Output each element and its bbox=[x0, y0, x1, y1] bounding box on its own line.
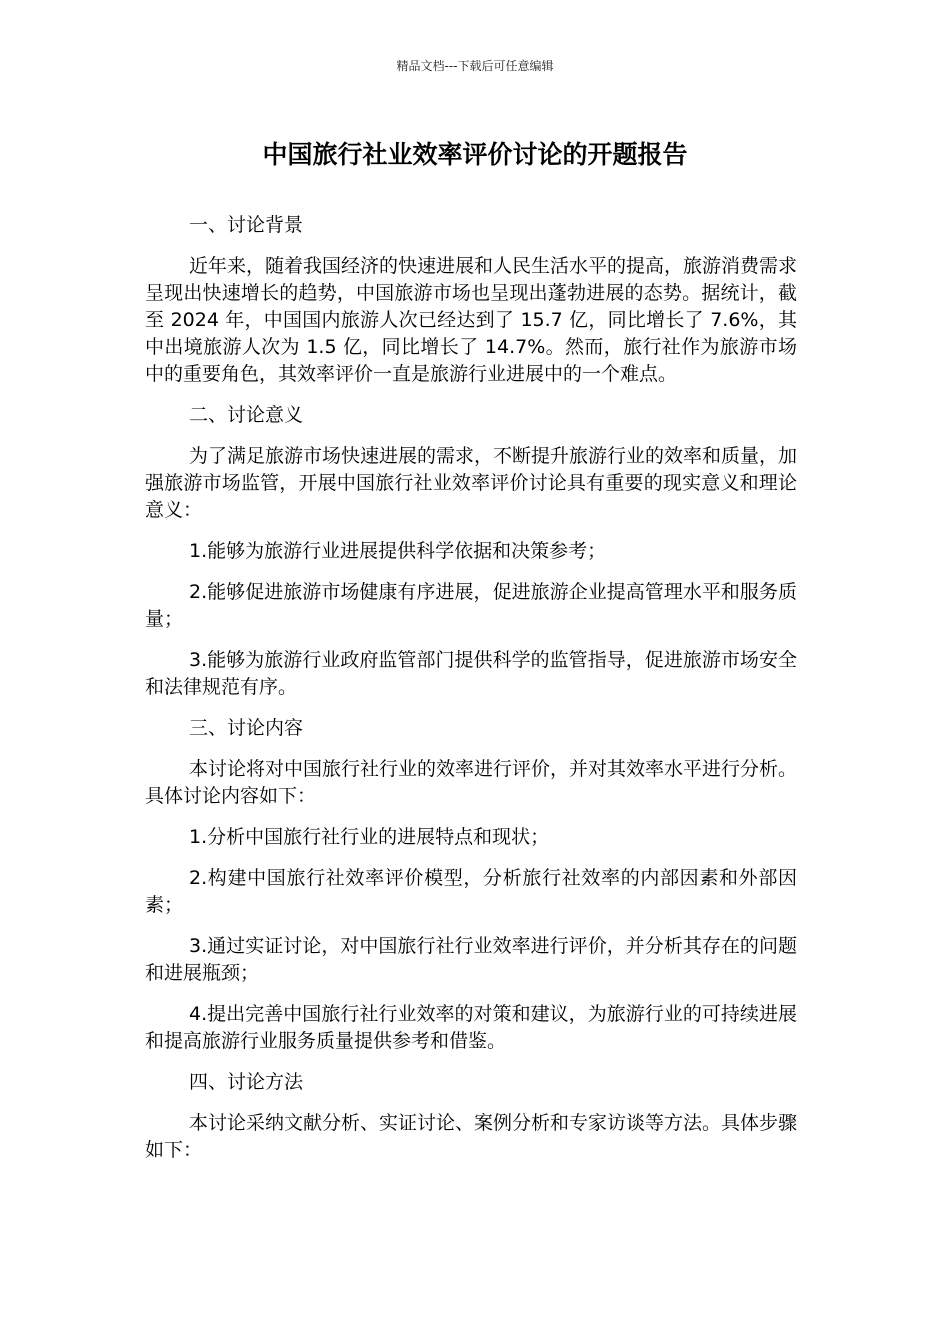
header-note: 精品文档---下载后可任意编辑 bbox=[396, 59, 554, 73]
document-title: 中国旅行社业效率评价讨论的开题报告 bbox=[262, 140, 688, 169]
document-body bbox=[145, 212, 797, 1178]
section-heading-significance: 二、讨论意义 bbox=[189, 404, 304, 426]
list-item-significance-3: 3.能够为旅游行业政府监管部门提供科学的监管指导，促进旅游市场安全和法律规范有序。 bbox=[145, 649, 797, 698]
list-item-content-4: 4.提出完善中国旅行社行业效率的对策和建议，为旅游行业的可持续进展和提高旅游行业服务质量提供参考和借鉴。 bbox=[145, 1003, 797, 1052]
paragraph-content: 本讨论将对中国旅行社行业的效率进行评价，并对其效率水平进行分析。具体讨论内容如下： bbox=[145, 758, 798, 807]
paragraph-significance: 为了满足旅游市场快速进展的需求，不断提升旅游行业的效率和质量，加强旅游市场监管，开展中国旅行社业效率评价讨论具有重要的现实意义和理论意义： bbox=[145, 445, 798, 521]
paragraph-methods: 本讨论采纳文献分析、实证讨论、案例分析和专家访谈等方法。具体步骤如下： bbox=[145, 1112, 798, 1161]
list-item-content-3: 3.通过实证讨论，对中国旅行社行业效率进行评价，并分析其存在的问题和进展瓶颈； bbox=[145, 935, 797, 984]
list-item-significance-1: 1.能够为旅游行业进展提供科学依据和决策参考； bbox=[189, 540, 607, 562]
list-item-content-2: 2.构建中国旅行社效率评价模型，分析旅行社效率的内部因素和外部因素； bbox=[145, 867, 797, 916]
section-heading-methods: 四、讨论方法 bbox=[189, 1071, 304, 1093]
section-heading-background: 一、讨论背景 bbox=[189, 214, 304, 236]
paragraph-background: 近年来，随着我国经济的快速进展和人民生活水平的提高，旅游消费需求呈现出快速增长的趋势，中国旅游市场也呈现出蓬勃进展的态势。据统计，截至 2024 年，中国国内旅游人次已经达到了 15.7 亿，同比增长了 7.6%，其中出境旅游人次为 1.5 亿，同比增长了 14.7%。然而，旅行社作为旅游市场中的重要角色，其效率评价一直是旅游行业进展中的一个难点。 bbox=[145, 255, 798, 385]
list-item-content-1: 1.分析中国旅行社行业的进展特点和现状； bbox=[189, 826, 550, 848]
section-heading-content: 三、讨论内容 bbox=[189, 717, 304, 739]
list-item-significance-2: 2.能够促进旅游市场健康有序进展，促进旅游企业提高管理水平和服务质量； bbox=[145, 581, 797, 630]
